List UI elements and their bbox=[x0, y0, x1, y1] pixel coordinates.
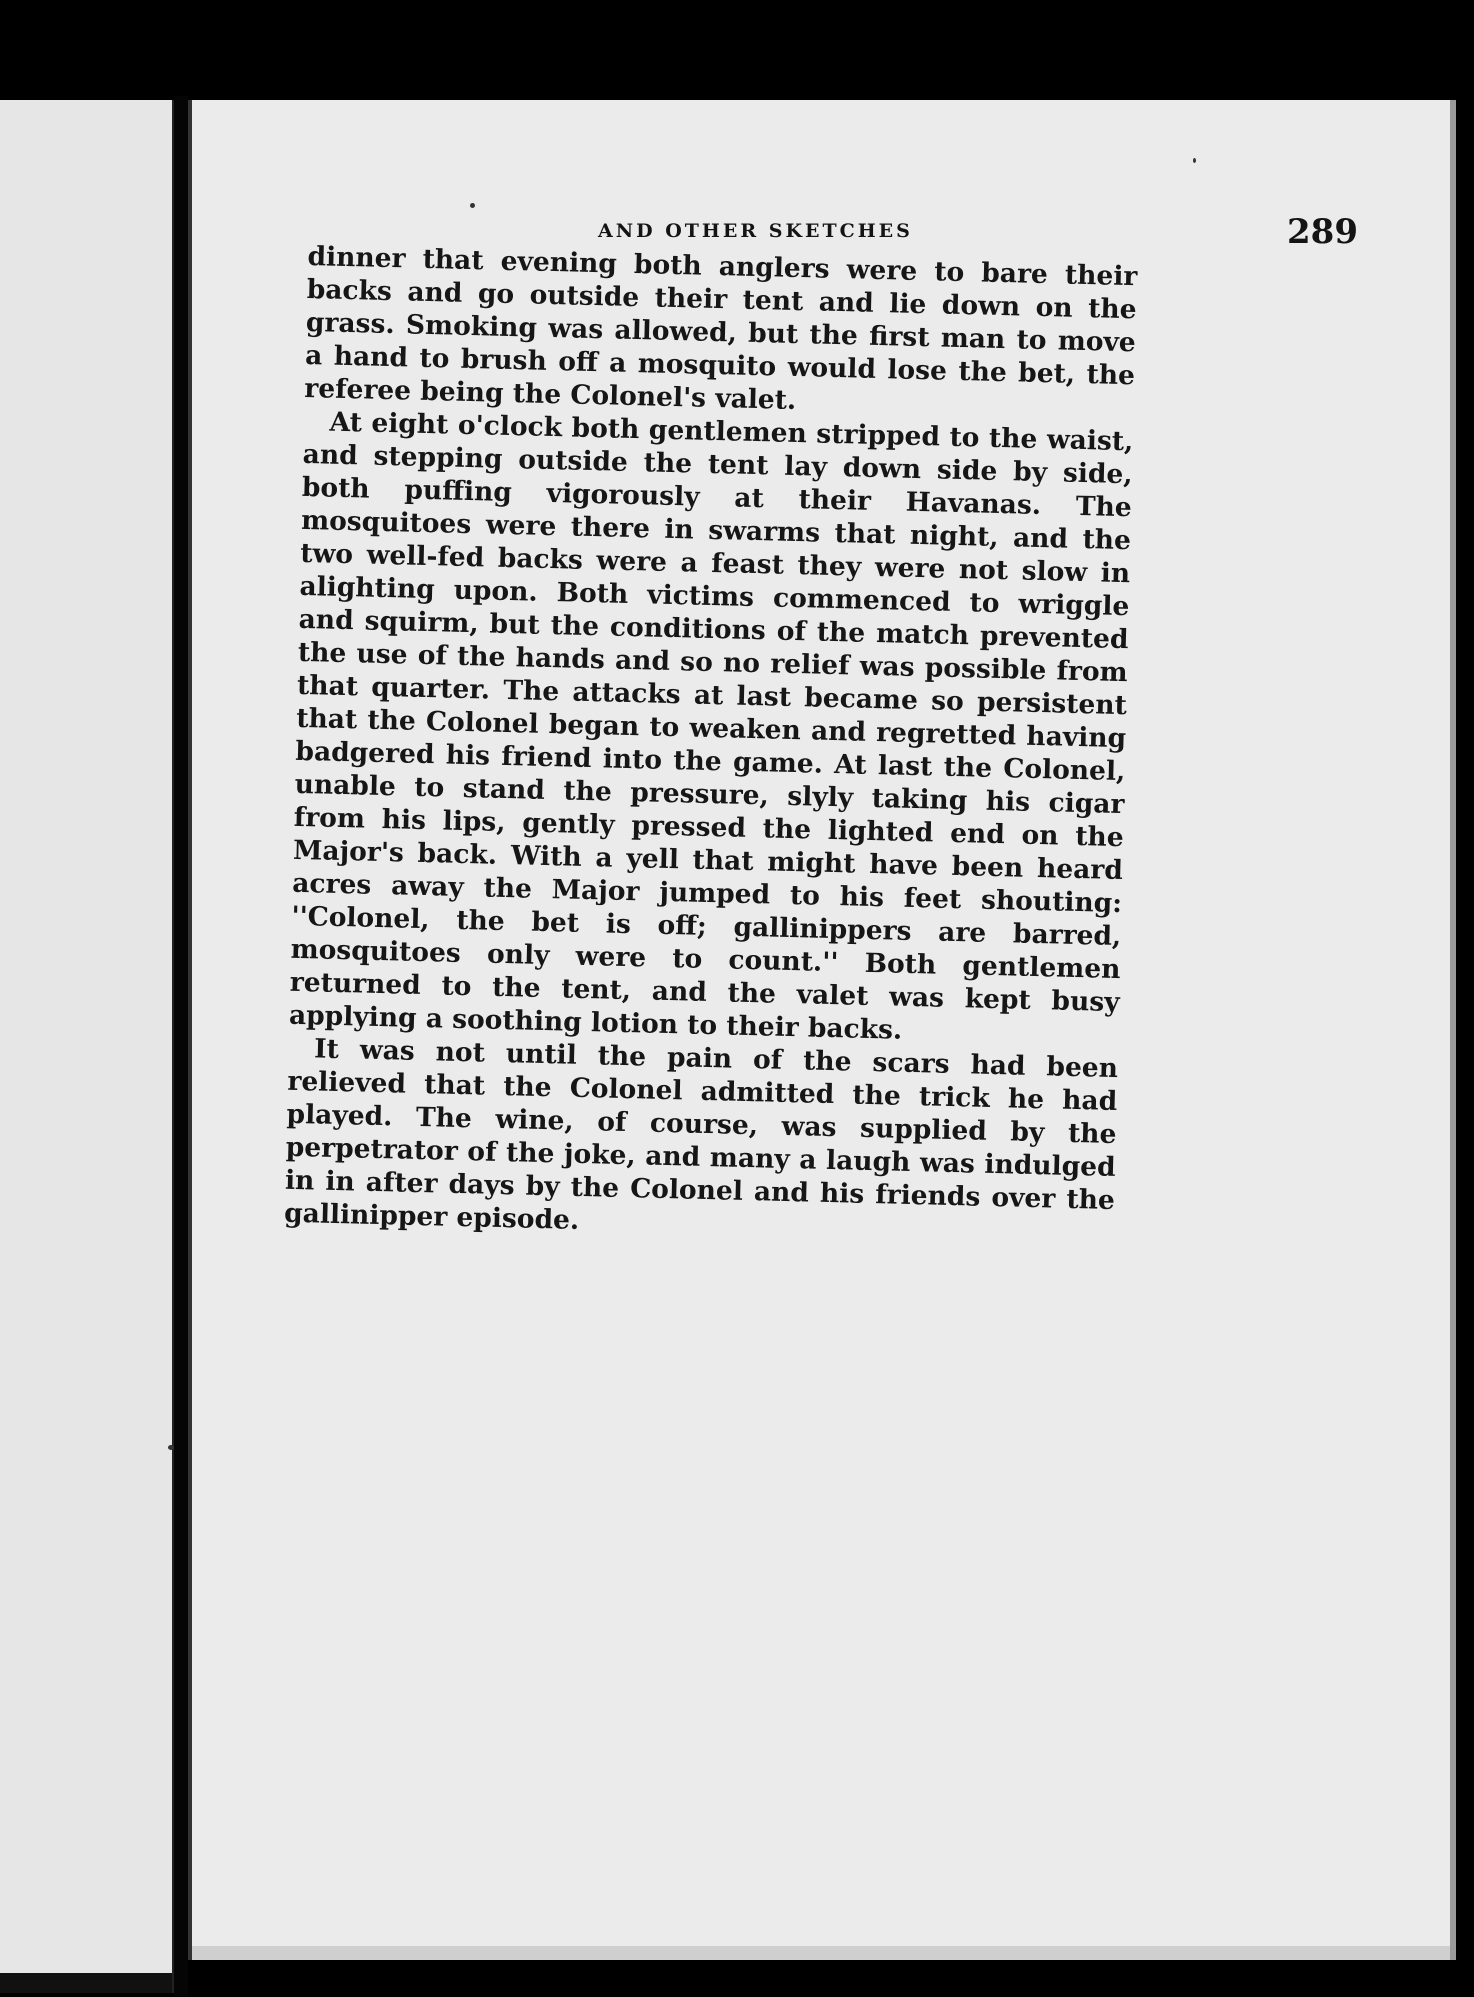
dust-speck bbox=[470, 203, 475, 208]
dust-speck bbox=[168, 1445, 174, 1450]
body-text bbox=[284, 240, 1138, 1250]
paragraph-1: dinner that evening both anglers were to bare their backs and go outside their tent and lie down on the grass. Smoking was allowed, but the first man to move a hand to brush off a mosquito would lose the bet, the referee being the Colonel's valet. bbox=[303, 240, 1138, 416]
paragraph-2: At eight o'clock both gentlemen stripped to the waist, and stepping outside the tent lay down side by side, both puffing vigorously at their Havanas. The mosquitoes were there in swarms that night, and the two well-fed backs were a feast they were not slow in alighting upon. Both victims commenced to wriggle and squirm, but the conditions of the match prevented the use of the hands and so no relief was possible from that quarter. The attacks at last became so persistent that the Colonel began to weaken and regretted having badgered his friend into the game. At last the Colonel, unable to stand the pressure, slyly taking his cigar from his lips, gently pressed the lighted end on the Major's back. With a yell that might have been heard acres away the Major jumped to his feet shouting: ''Colonel, the bet is off; gallinippers are barred, mosquitoes only were to count.'' Both gentlemen returned to the tent, and the valet was kept busy applying a soothing lotion to their backs. bbox=[288, 406, 1134, 1046]
paragraph-3: It was not until the pain of the scars had been relieved that the Colonel admitted the trick he had played. The wine, of course, was supplied by the perpetrator of the joke, and many a laugh was indulged in in after days by the Colonel and his friends over the gallinipper episode. bbox=[283, 1033, 1119, 1236]
book-page bbox=[188, 100, 1456, 1960]
book-gutter bbox=[174, 96, 188, 1996]
facing-page bbox=[0, 100, 174, 1993]
page-header bbox=[598, 212, 1358, 252]
running-head: AND OTHER SKETCHES bbox=[598, 220, 913, 242]
page-edge bbox=[188, 100, 192, 1960]
dust-speck bbox=[1193, 158, 1196, 163]
scan-shadow bbox=[0, 1973, 172, 1993]
page-number: 289 bbox=[1287, 212, 1358, 252]
